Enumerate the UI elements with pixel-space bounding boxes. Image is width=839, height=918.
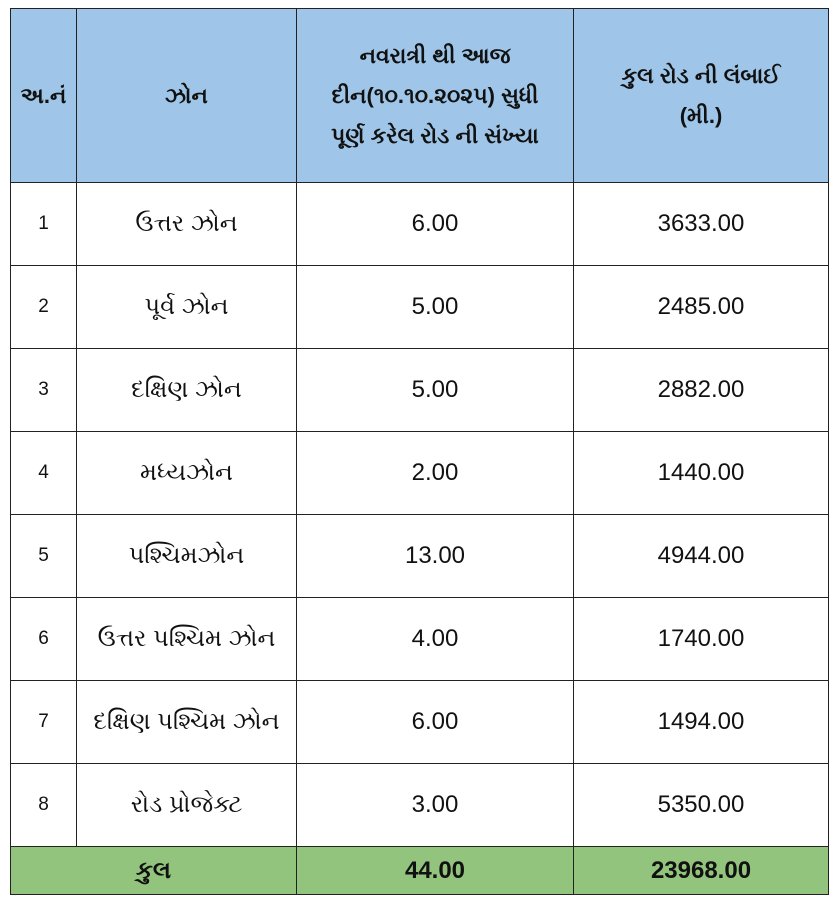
total-label: કુલ xyxy=(11,847,297,895)
cell-zone: ઉત્તર પશ્ચિમ ઝોન xyxy=(77,598,297,681)
total-roads: 44.00 xyxy=(297,847,574,895)
cell-length: 1494.00 xyxy=(574,681,829,764)
cell-zone: પૂર્વ ઝોન xyxy=(77,266,297,349)
cell-sr: 2 xyxy=(11,266,77,349)
cell-length: 5350.00 xyxy=(574,764,829,847)
cell-sr: 1 xyxy=(11,183,77,266)
header-roads-line-1: નવરાત્રી થી આજ xyxy=(359,42,511,68)
cell-zone: રોડ પ્રોજેક્ટ xyxy=(77,764,297,847)
cell-roads: 5.00 xyxy=(297,349,574,432)
cell-sr: 3 xyxy=(11,349,77,432)
header-zone: ઝોન xyxy=(77,9,297,183)
cell-zone: દક્ષિણ ઝોન xyxy=(77,349,297,432)
table-row xyxy=(11,183,829,266)
cell-zone: પશ્ચિમઝોન xyxy=(77,515,297,598)
header-length-line-1: કુલ રોડ ની લંબાઈ xyxy=(621,62,781,88)
cell-sr: 7 xyxy=(11,681,77,764)
cell-roads: 5.00 xyxy=(297,266,574,349)
cell-length: 1440.00 xyxy=(574,432,829,515)
cell-roads: 3.00 xyxy=(297,764,574,847)
header-total-length xyxy=(574,9,829,183)
total-length: 23968.00 xyxy=(574,847,829,895)
cell-sr: 6 xyxy=(11,598,77,681)
zone-roads-table xyxy=(10,8,829,895)
cell-length: 2882.00 xyxy=(574,349,829,432)
cell-length: 2485.00 xyxy=(574,266,829,349)
header-roads-line-2: દીન(૧૦.૧૦.૨૦૨૫) સુધી xyxy=(331,82,539,108)
table-row xyxy=(11,432,829,515)
table-row xyxy=(11,598,829,681)
cell-roads: 2.00 xyxy=(297,432,574,515)
header-roads-completed xyxy=(297,9,574,183)
table-row xyxy=(11,764,829,847)
cell-zone: દક્ષિણ પશ્ચિમ ઝોન xyxy=(77,681,297,764)
header-sr: અ.નં xyxy=(11,9,77,183)
cell-length: 1740.00 xyxy=(574,598,829,681)
cell-sr: 5 xyxy=(11,515,77,598)
table-row xyxy=(11,266,829,349)
cell-zone: મધ્યઝોન xyxy=(77,432,297,515)
cell-sr: 4 xyxy=(11,432,77,515)
header-row xyxy=(11,9,829,183)
table-row xyxy=(11,515,829,598)
cell-length: 4944.00 xyxy=(574,515,829,598)
table-row xyxy=(11,681,829,764)
cell-roads: 4.00 xyxy=(297,598,574,681)
cell-zone: ઉત્તર ઝોન xyxy=(77,183,297,266)
cell-roads: 13.00 xyxy=(297,515,574,598)
cell-length: 3633.00 xyxy=(574,183,829,266)
total-row xyxy=(11,847,829,895)
cell-sr: 8 xyxy=(11,764,77,847)
table-row xyxy=(11,349,829,432)
cell-roads: 6.00 xyxy=(297,681,574,764)
header-length-line-2: (મી.) xyxy=(679,102,723,128)
header-roads-line-3: પૂર્ણ કરેલ રોડ ની સંખ્યા xyxy=(331,122,539,148)
cell-roads: 6.00 xyxy=(297,183,574,266)
